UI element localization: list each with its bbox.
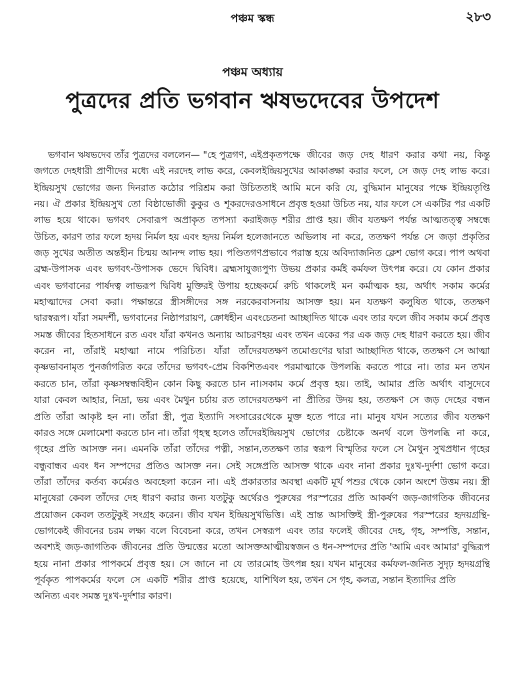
page-number: ২৮৩: [465, 10, 491, 25]
chapter-title: পুত্রদের প্রতি ভগবান ঋষভদেবের উপদেশ: [65, 89, 440, 114]
right-column-text: প্রকৃতপক্ষে জীবের জড় দেহ ধারণ করার কথা নয়, কিন্তু ইন্দ্রিয়সুখের আকাঙ্ক্ষা করার ফলে, সে জড় দেহ লাভ করে। তাই আমি মনে করি যে, বুদ্ধিমান মানুষের পক্ষে ইন্দ্রিয়তৃপ্তি সাধনে প্রবৃত্ত হওয়া উচিত নয়, যার ফলে সে একটির পর একটি জড় শরীর প্রাপ্ত হয়। জীব যতক্ষণ পর্যন্ত আত্মতত্ত্ব সম্বন্ধে জানতে অভিলাষ না করে, ততক্ষণ পর্যন্ত সে জড়া প্রকৃতির প্রভাবে পরাস্ত হয়ে অবিদ্যাজনিত ক্লেশ ভোগ করে। পাপ অথবা পুণ্য উভয় প্রকার কর্মই কর্মফল উৎপন্ন করে। যে কোন প্রকার কর্মে রুচি থাকলেই মন কর্মাত্মক হয়, অর্থাৎ সকাম কর্মের বাসনায় আসক্ত হয়। মন যতক্ষণ কলুষিত থাকে, ততক্ষণ চেতনা আচ্ছাদিত থাকে এবং তার ফলে জীব সকাম কর্মে প্রবৃত্ত হয় এবং তখন একের পর এক জড় দেহ ধারণ করতে হয়। জীব যতক্ষণ তমোগুণের দ্বারা আচ্ছাদিত থাকে, ততক্ষণ সে আত্মা এবং পরমাত্মাকে উপলব্ধি করতে পারে না। তার মন তখন সকাম কর্মে প্রবৃত্ত হয়। তাই, আমার প্রতি অর্থাৎ বাসুদেবে যতক্ষণ না প্রীতির উদয় হয়, ততক্ষণ সে জড় দেহের বন্ধন থেকে মুক্ত হতে পারে না। মানুষ যখন সত্যের জীব যতক্ষণ ইন্দ্রিয়সুখ ভোগের চেষ্টাকে অনর্থ বলে উপলব্ধি না করে, ততক্ষণ তার স্বরূপ বিস্মৃতির ফলে সে মৈথুন সুখপ্রধান গৃহের প্রতি আসক্ত থাকে এবং নানা প্রকার দুঃখ-দুর্দশা ভোগ করে। তার অবস্থা একটি মূর্খ পশুর থেকে কোন অংশে উত্তম নয়। স্ত্রী ও পুরুষের পরস্পরের প্রতি আকর্ষণ জড়-জাগতিক জীবনের ভিত্তি। এই ভ্রান্ত আসক্তিই স্ত্রী-পুরুষের পরস্পরের হৃদয়গ্রন্থি-স্বরূপ এবং তার ফলেই জীবের দেহ, গৃহ, সম্পত্তি, সন্তান, আত্মীয়স্বজন ও ধন-সম্পদের প্রতি 'আমি এবং আমার' বুদ্ধিরূপ মোহ উৎপন্ন হয়। যখন মানুষের কর্মফল-জনিত সুদৃঢ় হৃদয়গ্রন্থি শিথিল হয়, তখন সে গৃহ, কলত্র, সন্তান ইত্যাদির প্রতি: [262, 150, 490, 586]
chapter-label: পঞ্চম অধ্যায়: [222, 65, 283, 79]
left-column-text: ভগবান ঋষভদেব তাঁর পুত্রদের বললেন— "হে পুত্রগণ, এই জগতে দেহধারী প্রাণীদের মধ্যে এই নরদেহ লাভ করে, কেবল ইন্দ্রিয়সুখ ভোগের জন্য দিনরাত কঠোর পরিশ্রম করা উচিত নয়। ঐ প্রকার ইন্দ্রিয়সুখ তো বিষ্ঠাভোজী কুকুর ও শূকরদেরও লাভ হয়ে থাকে। ভগবৎ সেবারূপ অপ্রাকৃত তপস্যা করাই উচিত, কারণ তার ফলে হৃদয় নির্মল হয় এবং হৃদয় নির্মল হলে জড় সুখের অতীত অন্তহীন চিন্ময় আনন্দ লাভ হয়। পণ্ডিতগণ ব্রহ্ম-উপাসক এবং ভগবৎ-উপাসক ভেদে দ্বিবিধ। ব্রহ্মসাযুজ্য এবং ভগবানের পার্ষদত্ব লাভরূপ দ্বিবিধ মুক্তিরই উপায় হচ্ছে মহাত্মাদের সেবা করা। পক্ষান্তরে স্ত্রীসঙ্গীদের সঙ্গ নরকের দ্বারস্বরূপ। যাঁরা সমদর্শী, ভগবানের নিষ্ঠাপরায়ণ, ক্রোধহীন এবং সমস্ত জীবের হিতসাধনে রত এবং যাঁরা কখনও অন্যায় আচরণ করেন না, তাঁরাই মহাত্মা নামে পরিচিত। যাঁরা তাঁদের কৃষ্ণভাবনামৃত পুনর্জাগরিত করে তাঁদের ভগবৎ-প্রেম বিকশিত করতে চান, তাঁরা কৃষ্ণসম্বন্ধবিহীন কোন কিছু করতে চান না। যারা কেবল আহার, নিদ্রা, ভয় এবং মৈথুন চর্চায় রত তাদের প্রতি তাঁরা আকৃষ্ট হন না। তাঁরা স্ত্রী, পুত্র ইত্যাদি সংসারের কারও সঙ্গে মেলামেশা করতে চান না। তাঁরা গৃহস্থ হলেও তাঁদের গৃহের প্রতি আসক্ত নন। এমনকি তাঁরা তাঁদের পত্নী, সন্তান, বন্ধুবান্ধব এবং ধন সম্পদের প্রতিও আসক্ত নন। সেই সঙ্গে তাঁরা তাঁদের কর্তব্য কর্মেরও অবহেলা করেন না। এই প্রকার মানুষেরা কেবল তাঁদের দেহ ধারণ করার জন্য যতটুকু অর্থের প্রয়োজন কেবল ততটুকুই সংগ্রহ করেন। জীব যখন ইন্দ্রিয়সুখ ভোগকেই জীবনের চরম লক্ষ্য বলে বিবেচনা করে, তখন সে অবশ্যই জড়-জাগতিক জীবনের প্রতি উন্মত্তের মতো আসক্ত হয়ে নানা প্রকার পাপকর্মে প্রবৃত্ত হয়। সে জানে না যে তার পূর্বকৃত পাপকর্মের ফলে সে একটি শরীর প্রাপ্ত হয়েছে, যা অনিত্য এবং সমস্ত দুঃখ-দুর্দশার কারণ।: [34, 150, 262, 603]
left-column: [34, 148, 262, 693]
running-title: পঞ্চম স্কন্ধ: [230, 12, 275, 25]
right-column: [262, 148, 490, 693]
running-header: [0, 8, 505, 30]
